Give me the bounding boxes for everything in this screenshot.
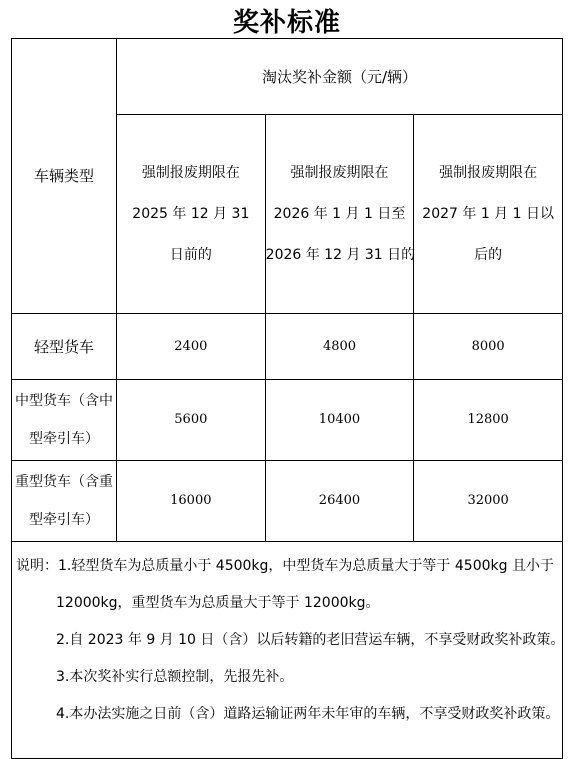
subsidy-standard-table <box>11 38 563 759</box>
table-row <box>12 461 563 542</box>
period-header-2 <box>265 115 414 314</box>
period-3-line-3: 后的 <box>474 246 503 263</box>
period-header-3 <box>414 115 563 314</box>
medium-line-2: 型牵引车） <box>29 431 99 447</box>
note-1-cont: 12000kg，重型货车为总质量大于等于 12000kg。 <box>56 595 380 611</box>
heavy-line-1: 重型货车（含重 <box>15 474 113 490</box>
table-row <box>12 380 563 461</box>
value-light-2027: 8000 <box>414 314 563 380</box>
value-light-2026: 4800 <box>265 314 414 380</box>
value-heavy-2025: 16000 <box>117 461 266 542</box>
amount-header: 淘汰奖补金额（元/辆） <box>117 39 563 115</box>
notes-section <box>12 542 563 759</box>
period-1-line-2: 2025 年 12 月 31 <box>132 205 250 222</box>
vehicle-type-header: 车辆类型 <box>12 39 117 314</box>
note-1: 说明：1.轻型货车为总质量小于 4500kg，中型货车为总质量大于等于 4500kg 且小于 <box>16 558 554 574</box>
vehicle-type-medium <box>12 380 117 461</box>
note-3: 3.本次奖补实行总额控制，先报先补。 <box>56 669 294 685</box>
page-title: 奖补标准 <box>232 8 341 38</box>
period-3-line-2: 2027 年 1 月 1 日以 <box>422 205 554 222</box>
table-row <box>12 314 563 380</box>
vehicle-type-light: 轻型货车 <box>12 314 117 380</box>
value-light-2025: 2400 <box>117 314 266 380</box>
value-heavy-2027: 32000 <box>414 461 563 542</box>
value-medium-2025: 5600 <box>117 380 266 461</box>
value-heavy-2026: 26400 <box>265 461 414 542</box>
value-medium-2027: 12800 <box>414 380 563 461</box>
note-2: 2.自 2023 年 9 月 10 日（含）以后转籍的老旧营运车辆，不享受财政奖补政策。 <box>56 632 565 648</box>
note-4: 4.本办法实施之日前（含）道路运输证两年未年审的车辆，不享受财政奖补政策。 <box>56 706 560 722</box>
vehicle-type-heavy <box>12 461 117 542</box>
period-2-line-3: 2026 年 12 月 31 日的 <box>265 246 416 263</box>
period-2-line-1: 强制报废期限在 <box>290 164 389 181</box>
period-header-1 <box>117 115 266 314</box>
heavy-line-2: 型牵引车） <box>29 512 99 528</box>
period-2-line-2: 2026 年 1 月 1 日至 <box>273 205 406 222</box>
period-3-line-1: 强制报废期限在 <box>439 164 538 181</box>
period-1-line-3: 日前的 <box>169 246 212 263</box>
period-1-line-1: 强制报废期限在 <box>141 164 240 181</box>
medium-line-1: 中型货车（含中 <box>15 393 113 409</box>
value-medium-2026: 10400 <box>265 380 414 461</box>
